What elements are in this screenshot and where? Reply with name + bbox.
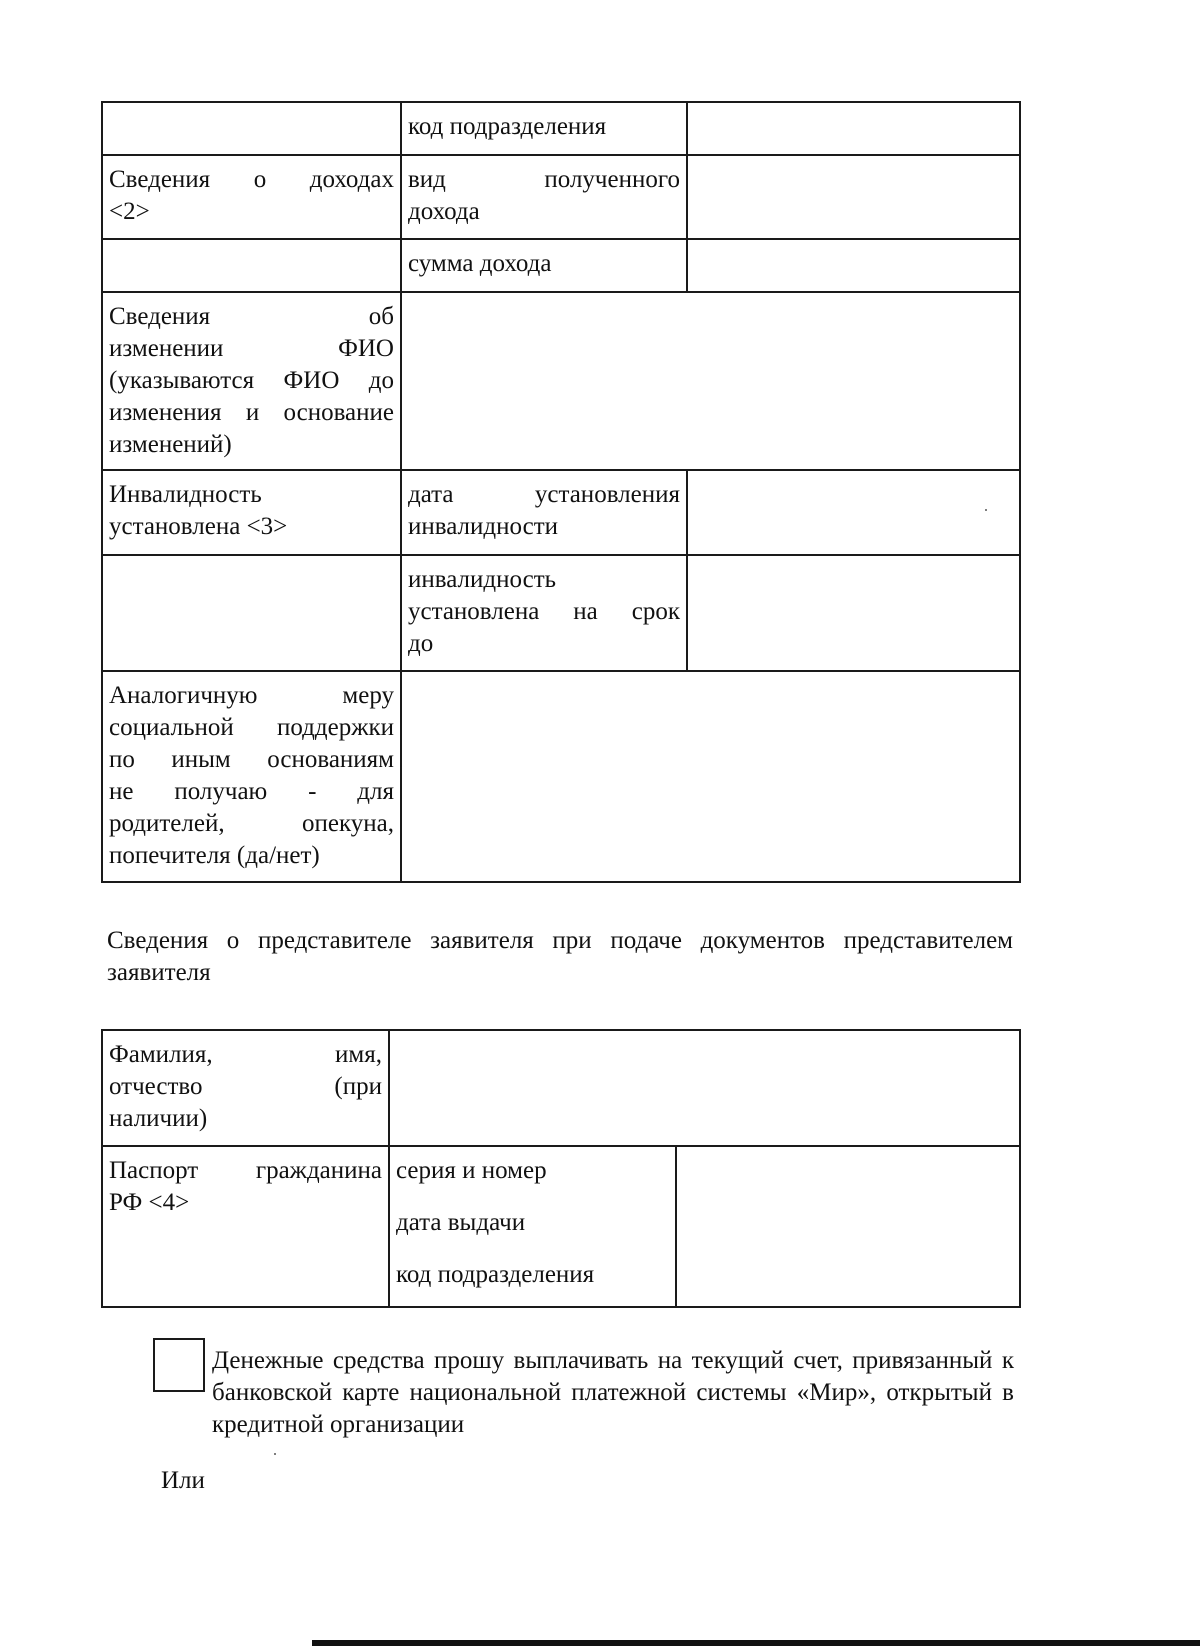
passport-value[interactable] bbox=[676, 1146, 1020, 1307]
department-code-value[interactable] bbox=[687, 102, 1020, 155]
page-bottom-rule bbox=[312, 1640, 1200, 1646]
disability-term-label: инвалидность установлена на срок до bbox=[401, 555, 687, 671]
passport-series-number-label: серия и номер bbox=[396, 1157, 547, 1184]
disability-label: Инвалидность установлена <3> bbox=[102, 470, 401, 555]
passport-label: Паспорт гражданина РФ <4> bbox=[102, 1146, 389, 1307]
disability-date-label: дата установления инвалидности bbox=[401, 470, 687, 555]
fio-label: Фамилия, имя, отчество (при наличии) bbox=[102, 1030, 389, 1146]
disability-term-value[interactable] bbox=[687, 555, 1020, 671]
row-label-empty bbox=[102, 555, 401, 671]
passport-department-code-label: код подразделения bbox=[396, 1261, 595, 1288]
department-code-label: код подразделения bbox=[401, 102, 687, 155]
income-info-label: Сведения о доходах <2> bbox=[102, 155, 401, 239]
mir-card-checkbox[interactable] bbox=[153, 1338, 205, 1392]
or-text: Или bbox=[161, 1467, 205, 1494]
fio-value[interactable] bbox=[389, 1030, 1020, 1146]
income-amount-value[interactable] bbox=[687, 239, 1020, 292]
income-type-value[interactable] bbox=[687, 155, 1020, 239]
income-amount-label: сумма дохода bbox=[401, 239, 687, 292]
name-change-value[interactable] bbox=[401, 292, 1020, 470]
passport-fields bbox=[389, 1146, 676, 1307]
no-similar-support-value[interactable] bbox=[401, 671, 1020, 882]
passport-issue-date-label: дата выдачи bbox=[396, 1209, 526, 1236]
applicant-info-table bbox=[101, 101, 1021, 883]
representative-table bbox=[101, 1029, 1021, 1308]
income-type-label: вид полученного дохода bbox=[401, 155, 687, 239]
disability-date-value[interactable] bbox=[687, 470, 1020, 555]
scan-speck bbox=[274, 1453, 276, 1455]
mir-card-payment-text: Денежные средства прошу выплачивать на текущий счет, привязанный к банковской карте национальной платежной системы «Мир», открытый в кредитной организации bbox=[212, 1347, 1014, 1438]
name-change-label: Сведения об изменении ФИО (указываются ФИО до изменения и основание изменений) bbox=[102, 292, 401, 470]
representative-heading: Сведения о представителе заявителя при подаче документов представителем заявителя bbox=[107, 927, 1013, 986]
row-label-empty bbox=[102, 102, 401, 155]
row-label-empty bbox=[102, 239, 401, 292]
no-similar-support-label: Аналогичную меру социальной поддержки по иным основаниям не получаю - для родителей, опекуна, попечителя (да/нет) bbox=[102, 671, 401, 882]
scan-speck bbox=[985, 509, 987, 511]
